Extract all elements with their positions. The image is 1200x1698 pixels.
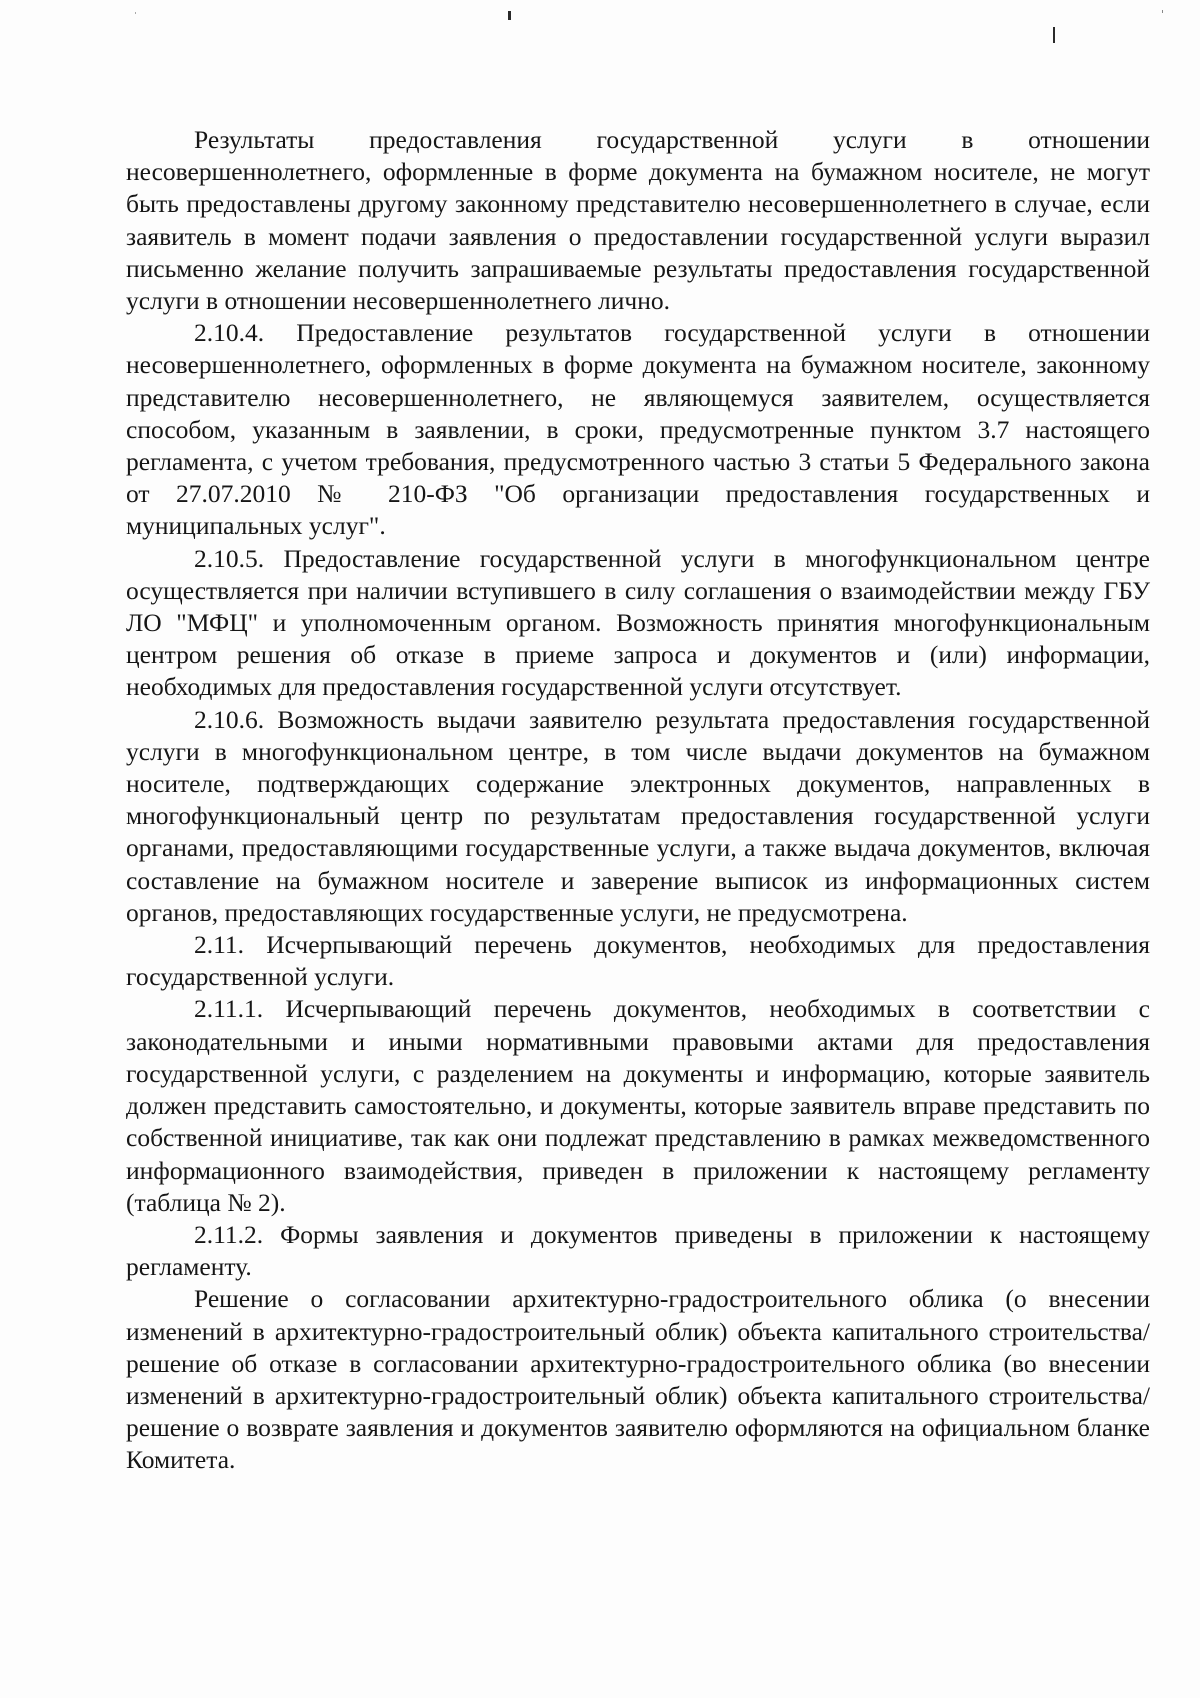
scan-artifact (1053, 27, 1055, 43)
paragraph-2-11: 2.11. Исчерпывающий перечень документов, необходимых для предоставления государственной услуги. (126, 930, 1150, 992)
paragraph-2-11-1: 2.11.1. Исчерпывающий перечень документов, необходимых в соответствии с законодательными и иными нормативными правовыми актами для предоставления государственной услуги, с разделением на документы и информацию, которые заявитель должен представить самостоятельно, и документы, которые заявитель вправе представить по собственной инициативе, так как они подлежат представлению в рамках межведомственного информационного взаимодействия, приведен в приложении к настоящему регламенту (таблица № 2). (126, 994, 1150, 1217)
document-body (126, 124, 1150, 1477)
scan-artifact (135, 12, 136, 14)
scan-artifact (508, 11, 511, 20)
paragraph-decision-form: Решение о согласовании архитектурно-градостроительного облика (о внесении изменений в архитектурно-градостроительный облик) объекта капитального строительства/ решение об отказе в согласовании архитектурно-градостроительного облика (во внесении изменений в архитектурно-градостроительный облик) объекта капитального строительства/ решение о возврате заявления и документов заявителю оформляются на официальном бланке Комитета. (126, 1284, 1150, 1475)
paragraph-2-10-6: 2.10.6. Возможность выдачи заявителю результата предоставления государственной услуги в многофункциональном центре, в том числе выдачи документов на бумажном носителе, подтверждающих содержание электронных документов, направленных в многофункциональный центр по результатам предоставления государственной услуги органами, предоставляющими государственные услуги, а также выдача документов, включая составление на бумажном носителе и заверение выписок из информационных систем органов, предоставляющих государственные услуги, не предусмотрена. (126, 704, 1150, 927)
scan-artifact (1162, 10, 1163, 13)
paragraph-2-11-2: 2.11.2. Формы заявления и документов приведены в приложении к настоящему регламенту. (126, 1219, 1150, 1282)
paragraph-results-minor: Результаты предоставления государственной услуги в отношении несовершеннолетнего, оформленные в форме документа на бумажном носителе, не могут быть предоставлены другому законному представителю несовершеннолетнего в случае, если заявитель в момент подачи заявления о предоставлении государственной услуги выразил письменно желание получить запрашиваемые результаты предоставления государственной услуги в отношении несовершеннолетнего лично. (126, 125, 1150, 316)
paragraph-2-10-4: 2.10.4. Предоставление результатов государственной услуги в отношении несовершеннолетнего, оформленных в форме документа на бумажном носителе, законному представителю несовершеннолетнего, не являющемуся заявителем, осуществляется способом, указанным в заявлении, в сроки, предусмотренные пунктом 3.7 настоящего регламента, с учетом требования, предусмотренного частью 3 статьи 5 Федерального закона от 27.07.2010 № 210-ФЗ "Об организации предоставления государственных и муниципальных услуг". (126, 318, 1150, 541)
paragraph-2-10-5: 2.10.5. Предоставление государственной услуги в многофункциональном центре осуществляется при наличии вступившего в силу соглашения о взаимодействии между ГБУ ЛО "МФЦ" и уполномоченным органом. Возможность принятия многофункциональным центром решения об отказе в приеме запроса и документов и (или) информации, необходимых для предоставления государственной услуги отсутствует. (126, 543, 1150, 702)
